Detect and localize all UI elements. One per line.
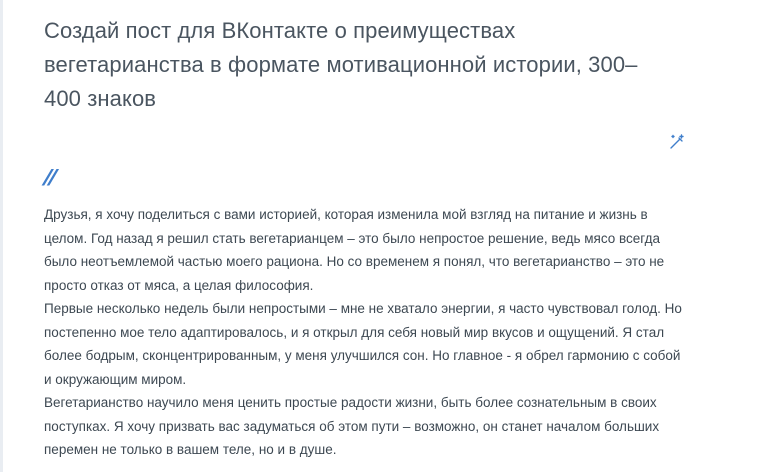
left-edge-divider: [0, 0, 3, 472]
quote-mark-icon: //: [41, 165, 57, 190]
magic-wand-icon[interactable]: [668, 133, 686, 151]
answer-paragraph: Первые несколько недель были непростыми – мне не хватало энергии, я часто чувствовал голод. Но постепенно мое тело адаптировалось, и я открыл для себя новый мир вкусов и ощущений. Я стал более бодрым, сконцентрированным, у меня улучшился сон. Но главное - я обрел гармонию с собой и окружающим миром.: [44, 301, 682, 387]
answer-paragraph: Друзья, я хочу поделиться с вами историей, которая изменила мой взгляд на питание и жизнь в целом. Год назад я решил стать вегетарианцем – это было непростое решение, ведь мясо всегда было неотъемлемой частью моего рациона. Но со временем я понял, что вегетарианство – это не просто отказ от мяса, а целая философия.: [44, 207, 665, 293]
answer-paragraph: Вегетарианство научило меня ценить простые радости жизни, быть более сознательным в своих поступках. Я хочу призвать вас задуматься об этом пути – возможно, он станет началом больших перемен не только в вашем теле, но и в душе.: [44, 395, 660, 457]
answer-text: [44, 203, 690, 462]
page-title: Создай пост для ВКонтакте о преимуществах вегетарианства в формате мотивационной истории, 300–400 знаков: [44, 18, 638, 111]
